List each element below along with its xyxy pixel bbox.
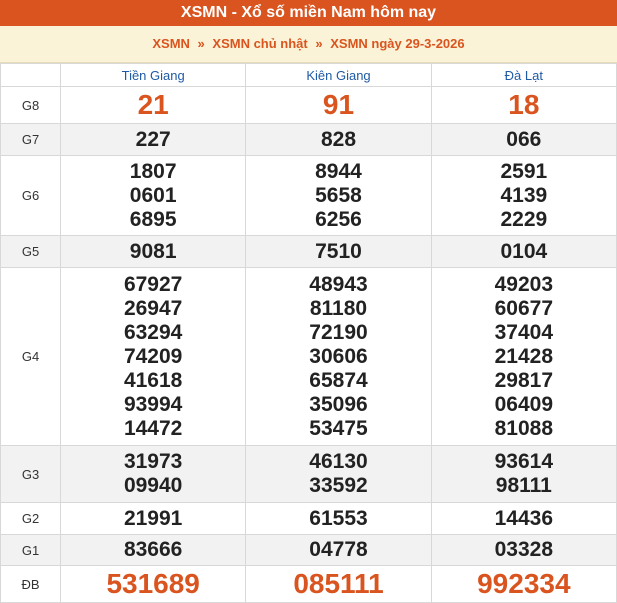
lottery-number: 5658 [315, 183, 362, 207]
prize-label: G5 [1, 236, 61, 268]
lottery-number: 21991 [123, 506, 183, 530]
lottery-number: 63294 [123, 320, 183, 344]
lottery-number: 35096 [309, 392, 368, 416]
lottery-number: 48943 [309, 272, 368, 296]
lottery-number: 828 [320, 127, 357, 151]
lottery-number: 2591 [500, 159, 548, 183]
lottery-number: 41618 [123, 368, 183, 392]
prize-cell [246, 535, 431, 566]
lottery-number: 531689 [106, 568, 200, 599]
prize-cell [61, 535, 246, 566]
lottery-number: 03328 [494, 538, 554, 561]
prize-cell [61, 566, 246, 603]
breadcrumb [0, 26, 617, 63]
prize-cell [246, 503, 431, 535]
prize-label: ĐB [1, 566, 61, 603]
prize-row-g5 [1, 236, 617, 268]
prize-row-g8 [1, 87, 617, 124]
prize-cell [246, 446, 431, 503]
results-table [0, 63, 617, 603]
prize-cell [431, 446, 616, 503]
lottery-number: 085111 [293, 568, 384, 599]
lottery-number: 31973 [123, 450, 183, 473]
prize-cell [431, 124, 616, 156]
lottery-number: 992334 [477, 568, 571, 599]
prize-row-g7 [1, 124, 617, 156]
prize-row-g1 [1, 535, 617, 566]
lottery-number: 06409 [494, 392, 554, 416]
lottery-number: 066 [506, 127, 542, 151]
lottery-number: 83666 [123, 538, 183, 561]
lottery-number: 14436 [494, 506, 554, 530]
prize-column-header [1, 64, 61, 87]
lottery-number: 29817 [494, 368, 554, 392]
breadcrumb-separator: » [315, 36, 323, 51]
prize-cell [431, 236, 616, 268]
lottery-number: 67927 [123, 272, 183, 296]
prize-cell [61, 87, 246, 124]
prize-row-special [1, 566, 617, 603]
prize-row-g6 [1, 156, 617, 236]
prize-cell [431, 503, 616, 535]
lottery-number: 6256 [315, 207, 362, 231]
lottery-number: 49203 [494, 272, 554, 296]
prize-cell [61, 156, 246, 236]
prize-row-g2 [1, 503, 617, 535]
lottery-number: 26947 [123, 296, 183, 320]
prize-cell [431, 268, 616, 446]
province-tien-giang[interactable]: Tiền Giang [61, 64, 246, 87]
lottery-number: 93614 [494, 450, 554, 473]
lottery-number: 18 [508, 89, 540, 120]
prize-cell [246, 124, 431, 156]
breadcrumb-separator: » [197, 36, 205, 51]
page-header [0, 0, 617, 26]
lottery-number: 4139 [500, 183, 548, 207]
breadcrumb-xsmn-date[interactable]: XSMN ngày 29-3-2026 [330, 36, 465, 51]
lottery-number: 14472 [123, 416, 183, 440]
province-header-row [1, 64, 617, 87]
prize-row-g3 [1, 446, 617, 503]
lottery-number: 37404 [494, 320, 554, 344]
breadcrumb-xsmn[interactable]: XSMN [152, 36, 190, 51]
prize-label: G2 [1, 503, 61, 535]
lottery-number: 04778 [309, 538, 368, 561]
prize-cell [431, 87, 616, 124]
prize-cell [431, 535, 616, 566]
prize-label: G7 [1, 124, 61, 156]
prize-label: G4 [1, 268, 61, 446]
lottery-number: 46130 [309, 450, 368, 473]
page-title: XSMN - Xổ số miền Nam hôm nay [180, 4, 437, 21]
province-kien-giang[interactable]: Kiên Giang [246, 64, 431, 87]
lottery-number: 30606 [309, 344, 368, 368]
lottery-number: 227 [135, 127, 171, 151]
lottery-number: 61553 [309, 506, 368, 530]
lottery-number: 74209 [123, 344, 183, 368]
prize-label: G8 [1, 87, 61, 124]
prize-label: G6 [1, 156, 61, 236]
prize-cell [246, 236, 431, 268]
prize-cell [61, 503, 246, 535]
lottery-number: 0104 [500, 239, 548, 263]
lottery-number: 2229 [500, 207, 548, 231]
lottery-number: 91 [322, 89, 355, 120]
prize-cell [246, 87, 431, 124]
lottery-number: 81180 [309, 296, 368, 320]
lottery-number: 53475 [309, 416, 368, 440]
lottery-number: 60677 [494, 296, 554, 320]
prize-row-g4 [1, 268, 617, 446]
lottery-number: 0601 [129, 183, 177, 207]
lottery-number: 7510 [315, 239, 362, 263]
lottery-number: 81088 [494, 416, 554, 440]
lottery-number: 33592 [309, 474, 368, 497]
lottery-number: 9081 [129, 239, 177, 263]
breadcrumb-xsmn-sunday[interactable]: XSMN chủ nhật [212, 36, 308, 51]
prize-cell [61, 268, 246, 446]
lottery-number: 09940 [123, 474, 183, 497]
lottery-number: 6895 [129, 207, 177, 231]
prize-cell [61, 124, 246, 156]
prize-label: G1 [1, 535, 61, 566]
lottery-number: 1807 [129, 159, 177, 183]
prize-cell [246, 268, 431, 446]
lottery-number: 21 [137, 89, 169, 120]
prize-cell [61, 446, 246, 503]
province-da-lat[interactable]: Đà Lạt [431, 64, 616, 87]
lottery-number: 98111 [495, 474, 552, 497]
prize-cell [61, 236, 246, 268]
lottery-number: 72190 [309, 320, 368, 344]
prize-cell [431, 566, 616, 603]
prize-label: G3 [1, 446, 61, 503]
lottery-number: 21428 [494, 344, 554, 368]
lottery-number: 93994 [123, 392, 183, 416]
lottery-number: 8944 [315, 159, 362, 183]
prize-cell [431, 156, 616, 236]
lottery-number: 65874 [309, 368, 368, 392]
prize-cell [246, 566, 431, 603]
prize-cell [246, 156, 431, 236]
